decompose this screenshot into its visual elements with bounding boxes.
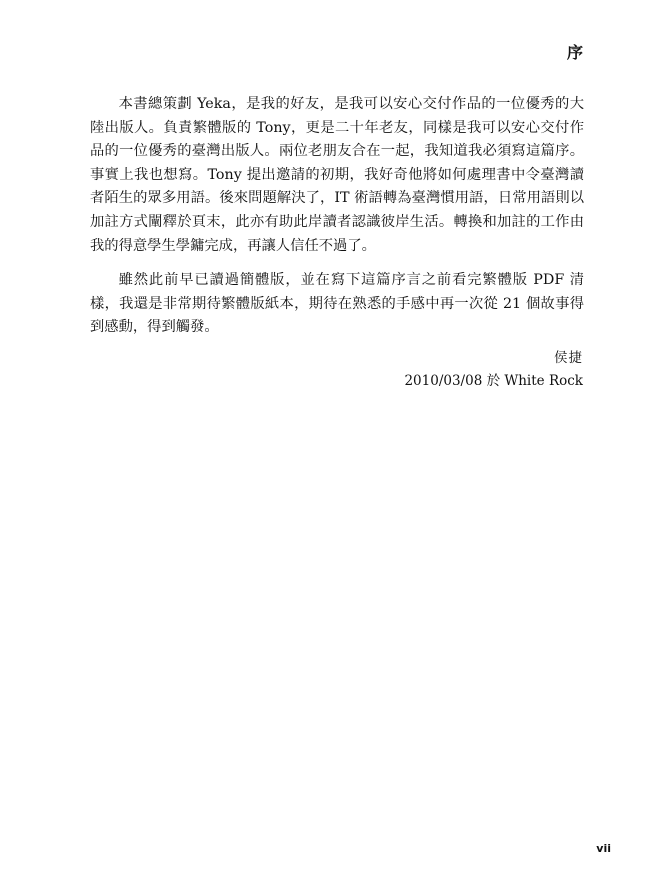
page-number: vii [596, 842, 611, 855]
signature-date-place: 2010/03/08 於 White Rock [404, 373, 583, 389]
preface-body [90, 93, 584, 340]
paragraph-2: 雖然此前早已讀過簡體版，並在寫下這篇序言之前看完繁體版 PDF 清樣，我還是非常期待繁體版紙本，期待在熟悉的手感中再一次從 21 個故事得到感動，得到觸發。 [90, 272, 584, 336]
signature-block [404, 347, 583, 393]
page-header-title: 序 [566, 43, 583, 62]
author-signature: 侯捷 [554, 350, 583, 366]
paragraph-1: 本書總策劃 Yeka，是我的好友，是我可以安心交付作品的一位優秀的大陸出版人。負責繁體版的 Tony，更是二十年老友，同樣是我可以安心交付作品的一位優秀的臺灣出版人。兩位老朋友合在一起，我知道我必須寫這篇序。事實上我也想寫。Tony 提出邀請的初期，我好奇他將如何處理書中令臺灣讀者陌生的眾多用語。後來問題解決了，IT 術語轉為臺灣慣用語，日常用語則以加註方式闡釋於頁末，此亦有助此岸讀者認識彼岸生活。轉換和加註的工作由我的得意學生學鏞完成，再讓人信任不過了。 [90, 96, 584, 254]
